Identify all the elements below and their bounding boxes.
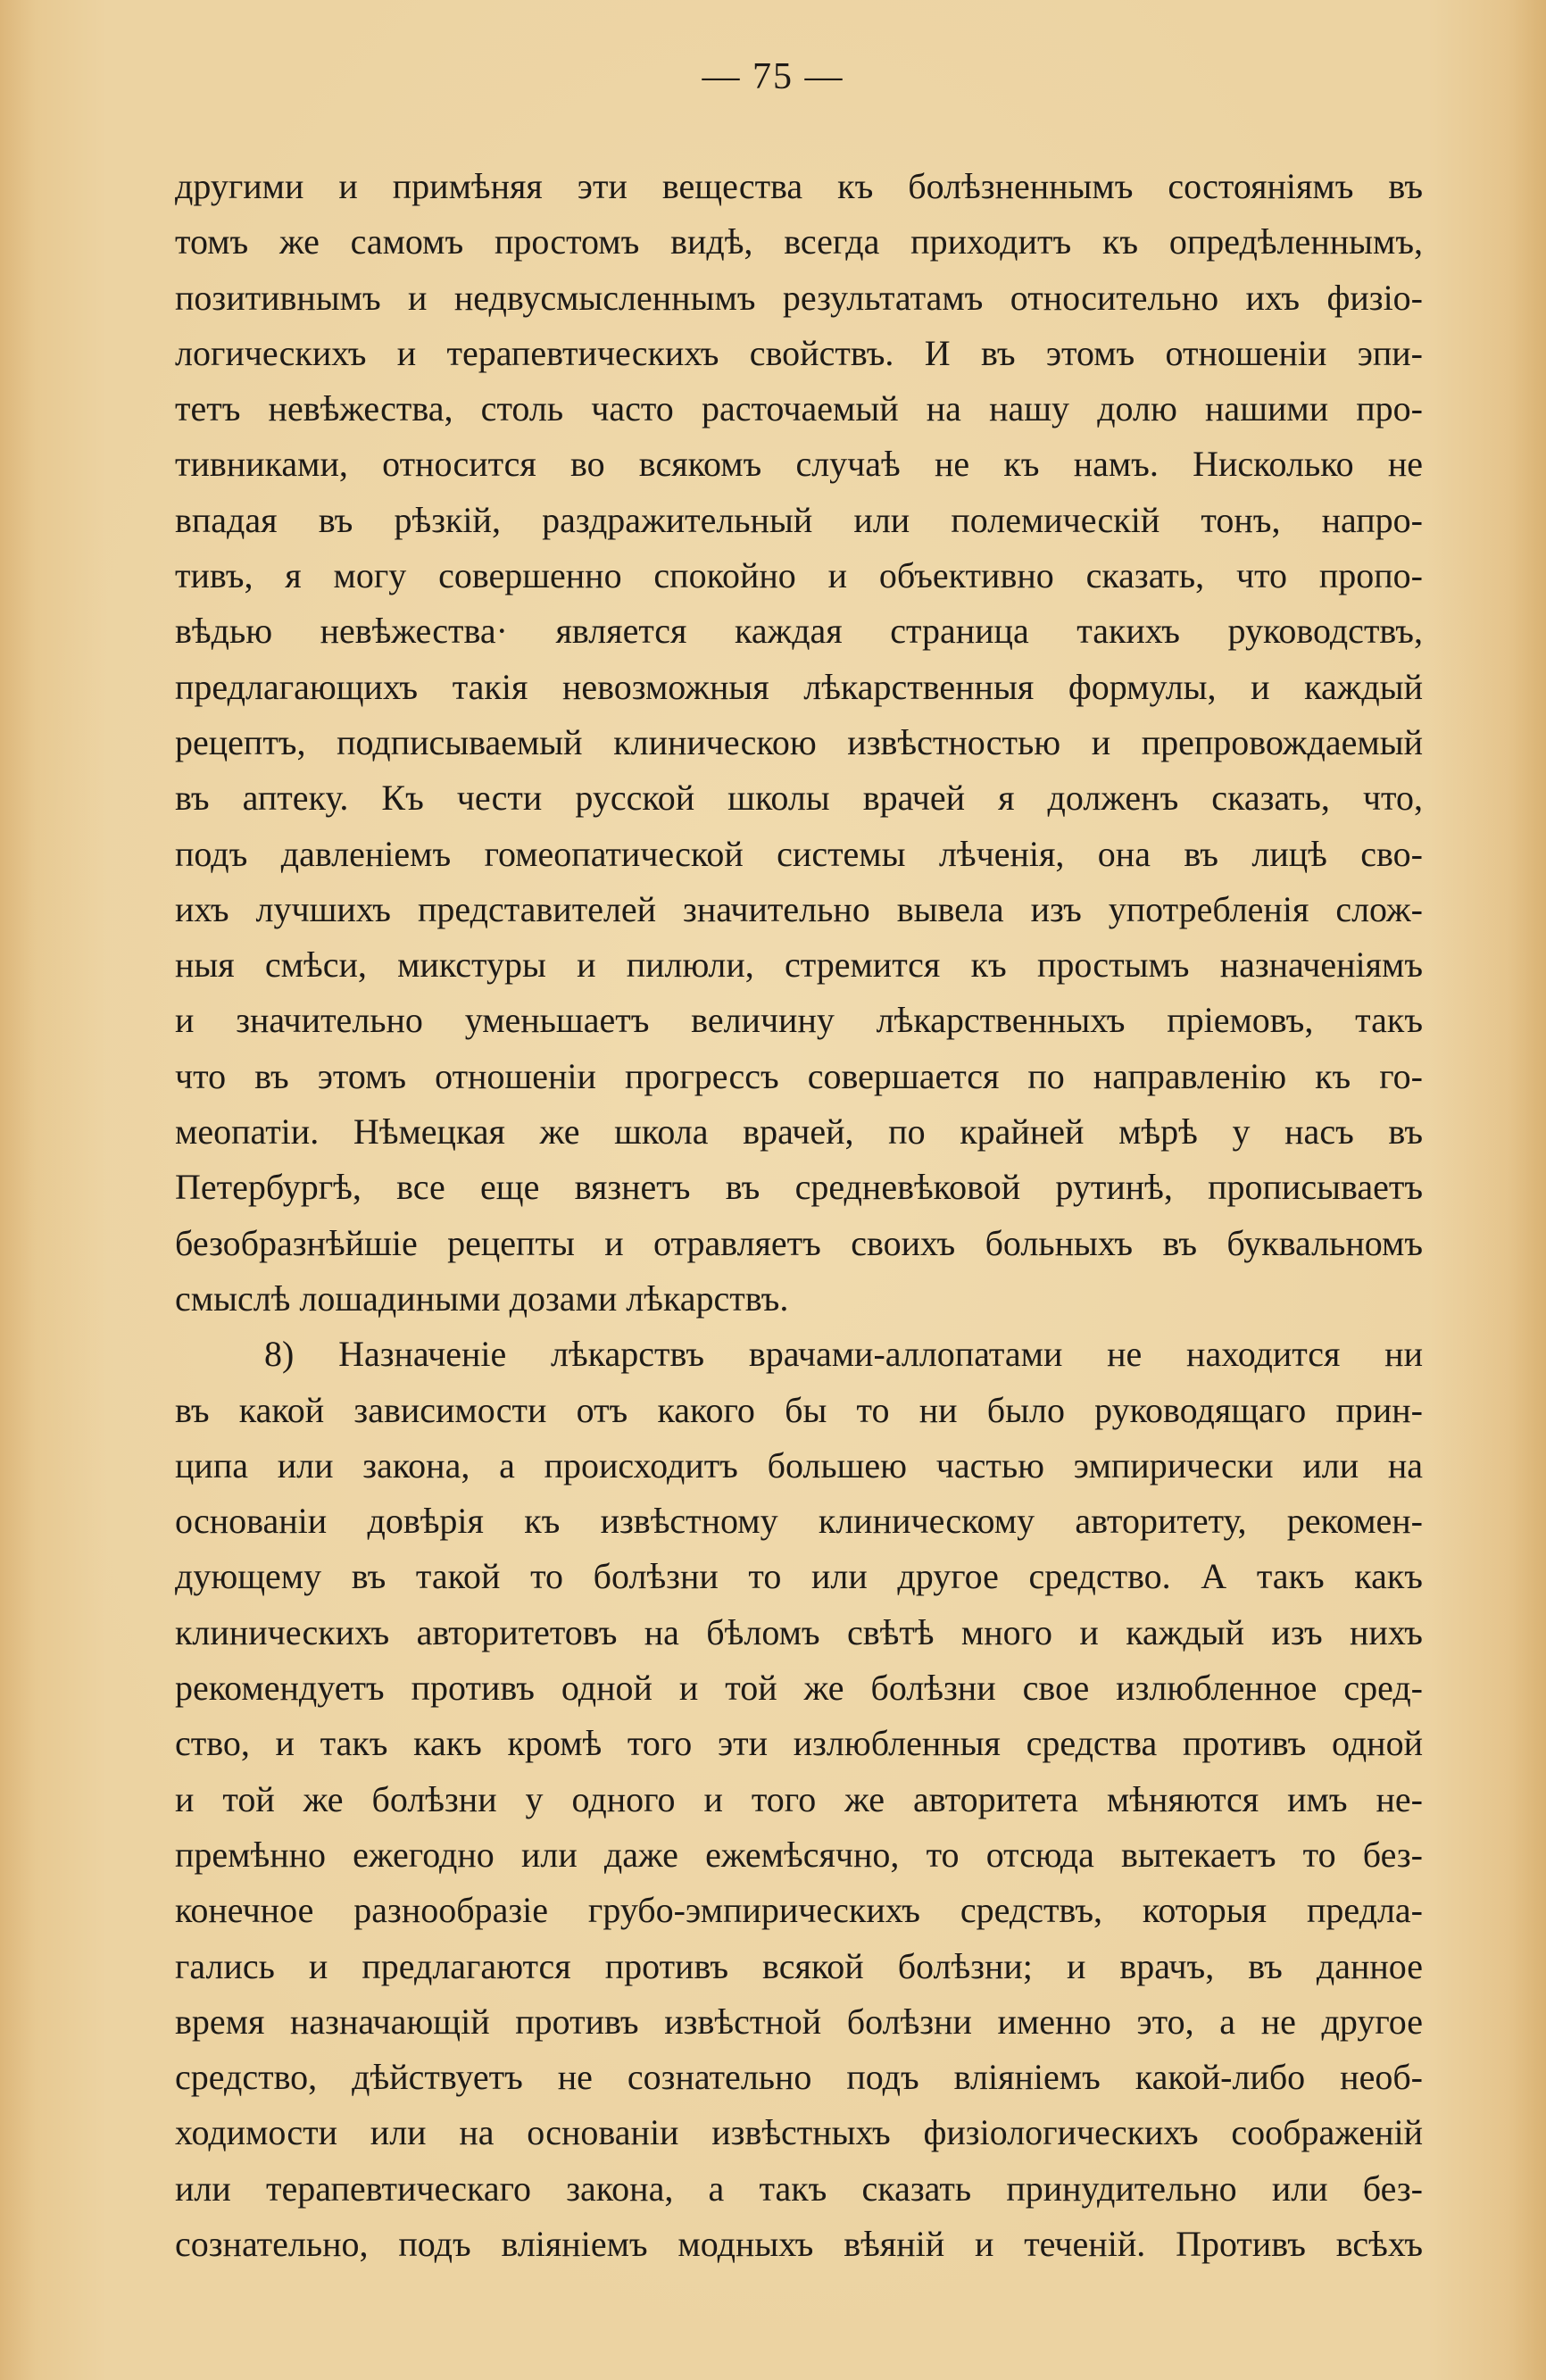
text-line: другими и примѣняя эти вещества къ болѣзненнымъ состояніямъ въ — [175, 166, 1423, 206]
text-line: логическихъ и терапевтическихъ свойствъ. И въ этомъ отношеніи эпи- — [175, 332, 1423, 373]
text-line: время назначающій противъ извѣстной болѣзни именно это, а не другое — [175, 2001, 1423, 2042]
text-line: ципа или закона, а происходитъ большею частью эмпирически или на — [175, 1444, 1423, 1485]
text-line: гались и предлагаются противъ всякой болѣзни; и врачъ, въ данное — [175, 1945, 1423, 1986]
text-line: премѣнно ежегодно или даже ежемѣсячно, то отсюда вытекаетъ то без- — [175, 1834, 1423, 1875]
text-line: ныя смѣси, микстуры и пилюли, стремится къ простымъ назначеніямъ — [175, 945, 1423, 986]
text-line: подъ давленіемъ гомеопатической системы лѣченія, она въ лицѣ сво- — [175, 833, 1423, 874]
text-line: въ аптеку. Къ чести русской школы врачей я долженъ сказать, что, — [175, 778, 1423, 819]
text-line: меопатіи. Нѣмецкая же школа врачей, по крайней мѣрѣ у насъ въ — [175, 1111, 1423, 1153]
text-line: что въ этомъ отношеніи прогрессъ совершается по направленію къ го- — [175, 1055, 1423, 1096]
paragraph-end-line: смыслѣ лошадиными дозами лѣкарствъ. — [175, 1277, 789, 1319]
text-line: Петербургѣ, все еще вязнетъ въ средневѣковой рутинѣ, прописываетъ — [175, 1167, 1423, 1208]
text-line: основаніи довѣрія къ извѣстному клиническому авторитету, рекомен- — [175, 1501, 1423, 1542]
text-line: ство, и такъ какъ кромѣ того эти излюбленныя средства противъ одной — [175, 1723, 1423, 1764]
text-line: предлагающихъ такія невозможныя лѣкарственныя формулы, и каждый — [175, 666, 1423, 707]
text-line: вѣдью невѣжества· является каждая страница такихъ руководствъ, — [175, 611, 1423, 652]
text-line: дующему въ такой то болѣзни то или другое средство. А такъ какъ — [175, 1556, 1423, 1597]
text-line: конечное разнообразіе грубо-эмпирическихъ средствъ, которыя предла- — [175, 1890, 1423, 1931]
text-line: средство, дѣйствуетъ не сознательно подъ вліяніемъ какой-либо необ- — [175, 2057, 1423, 2098]
text-line: томъ же самомъ простомъ видѣ, всегда приходитъ къ опредѣленнымъ, — [175, 221, 1423, 262]
text-line: безобразнѣйшіе рецепты и отравляетъ своихъ больныхъ въ буквальномъ — [175, 1222, 1423, 1263]
text-line: тивниками, относится во всякомъ случаѣ не къ намъ. Нисколько не — [175, 444, 1423, 485]
text-line: въ какой зависимости отъ какого бы то ни было руководящаго прин- — [175, 1389, 1423, 1430]
paragraph-start-line: 8) Назначеніе лѣкарствъ врачами-аллопатами не находится ни — [264, 1334, 1423, 1375]
text-line: впадая въ рѣзкій, раздражительный или полемическій тонъ, напро- — [175, 499, 1423, 540]
text-line: сознательно, подъ вліяніемъ модныхъ вѣяній и теченій. Противъ всѣхъ — [175, 2223, 1423, 2264]
body-text — [175, 159, 1423, 2272]
page-number: — 75 — — [702, 56, 844, 97]
text-line: позитивнымъ и недвусмысленнымъ результатамъ относительно ихъ физіо- — [175, 277, 1423, 318]
text-line: и той же болѣзни у одного и того же авторитета мѣняются имъ не- — [175, 1778, 1423, 1819]
text-line: или терапевтическаго закона, а такъ сказать принудительно или без- — [175, 2168, 1423, 2209]
text-line: клиническихъ авторитетовъ на бѣломъ свѣтѣ много и каждый изъ нихъ — [175, 1611, 1423, 1652]
text-line: тетъ невѣжества, столь часто расточаемый на нашу долю нашими про- — [175, 388, 1423, 429]
text-line: рекомендуетъ противъ одной и той же болѣзни свое излюбленное сред- — [175, 1668, 1423, 1709]
text-line: тивъ, я могу совершенно спокойно и объективно сказать, что пропо- — [175, 555, 1423, 596]
text-line: рецептъ, подписываемый клиническою извѣстностью и препровождаемый — [175, 721, 1423, 762]
text-line: и значительно уменьшаетъ величину лѣкарственныхъ пріемовъ, такъ — [175, 1000, 1423, 1041]
text-line: ихъ лучшихъ представителей значительно вывела изъ употребленія слож- — [175, 888, 1423, 929]
text-line: ходимости или на основаніи извѣстныхъ физіологическихъ соображеній — [175, 2112, 1423, 2153]
